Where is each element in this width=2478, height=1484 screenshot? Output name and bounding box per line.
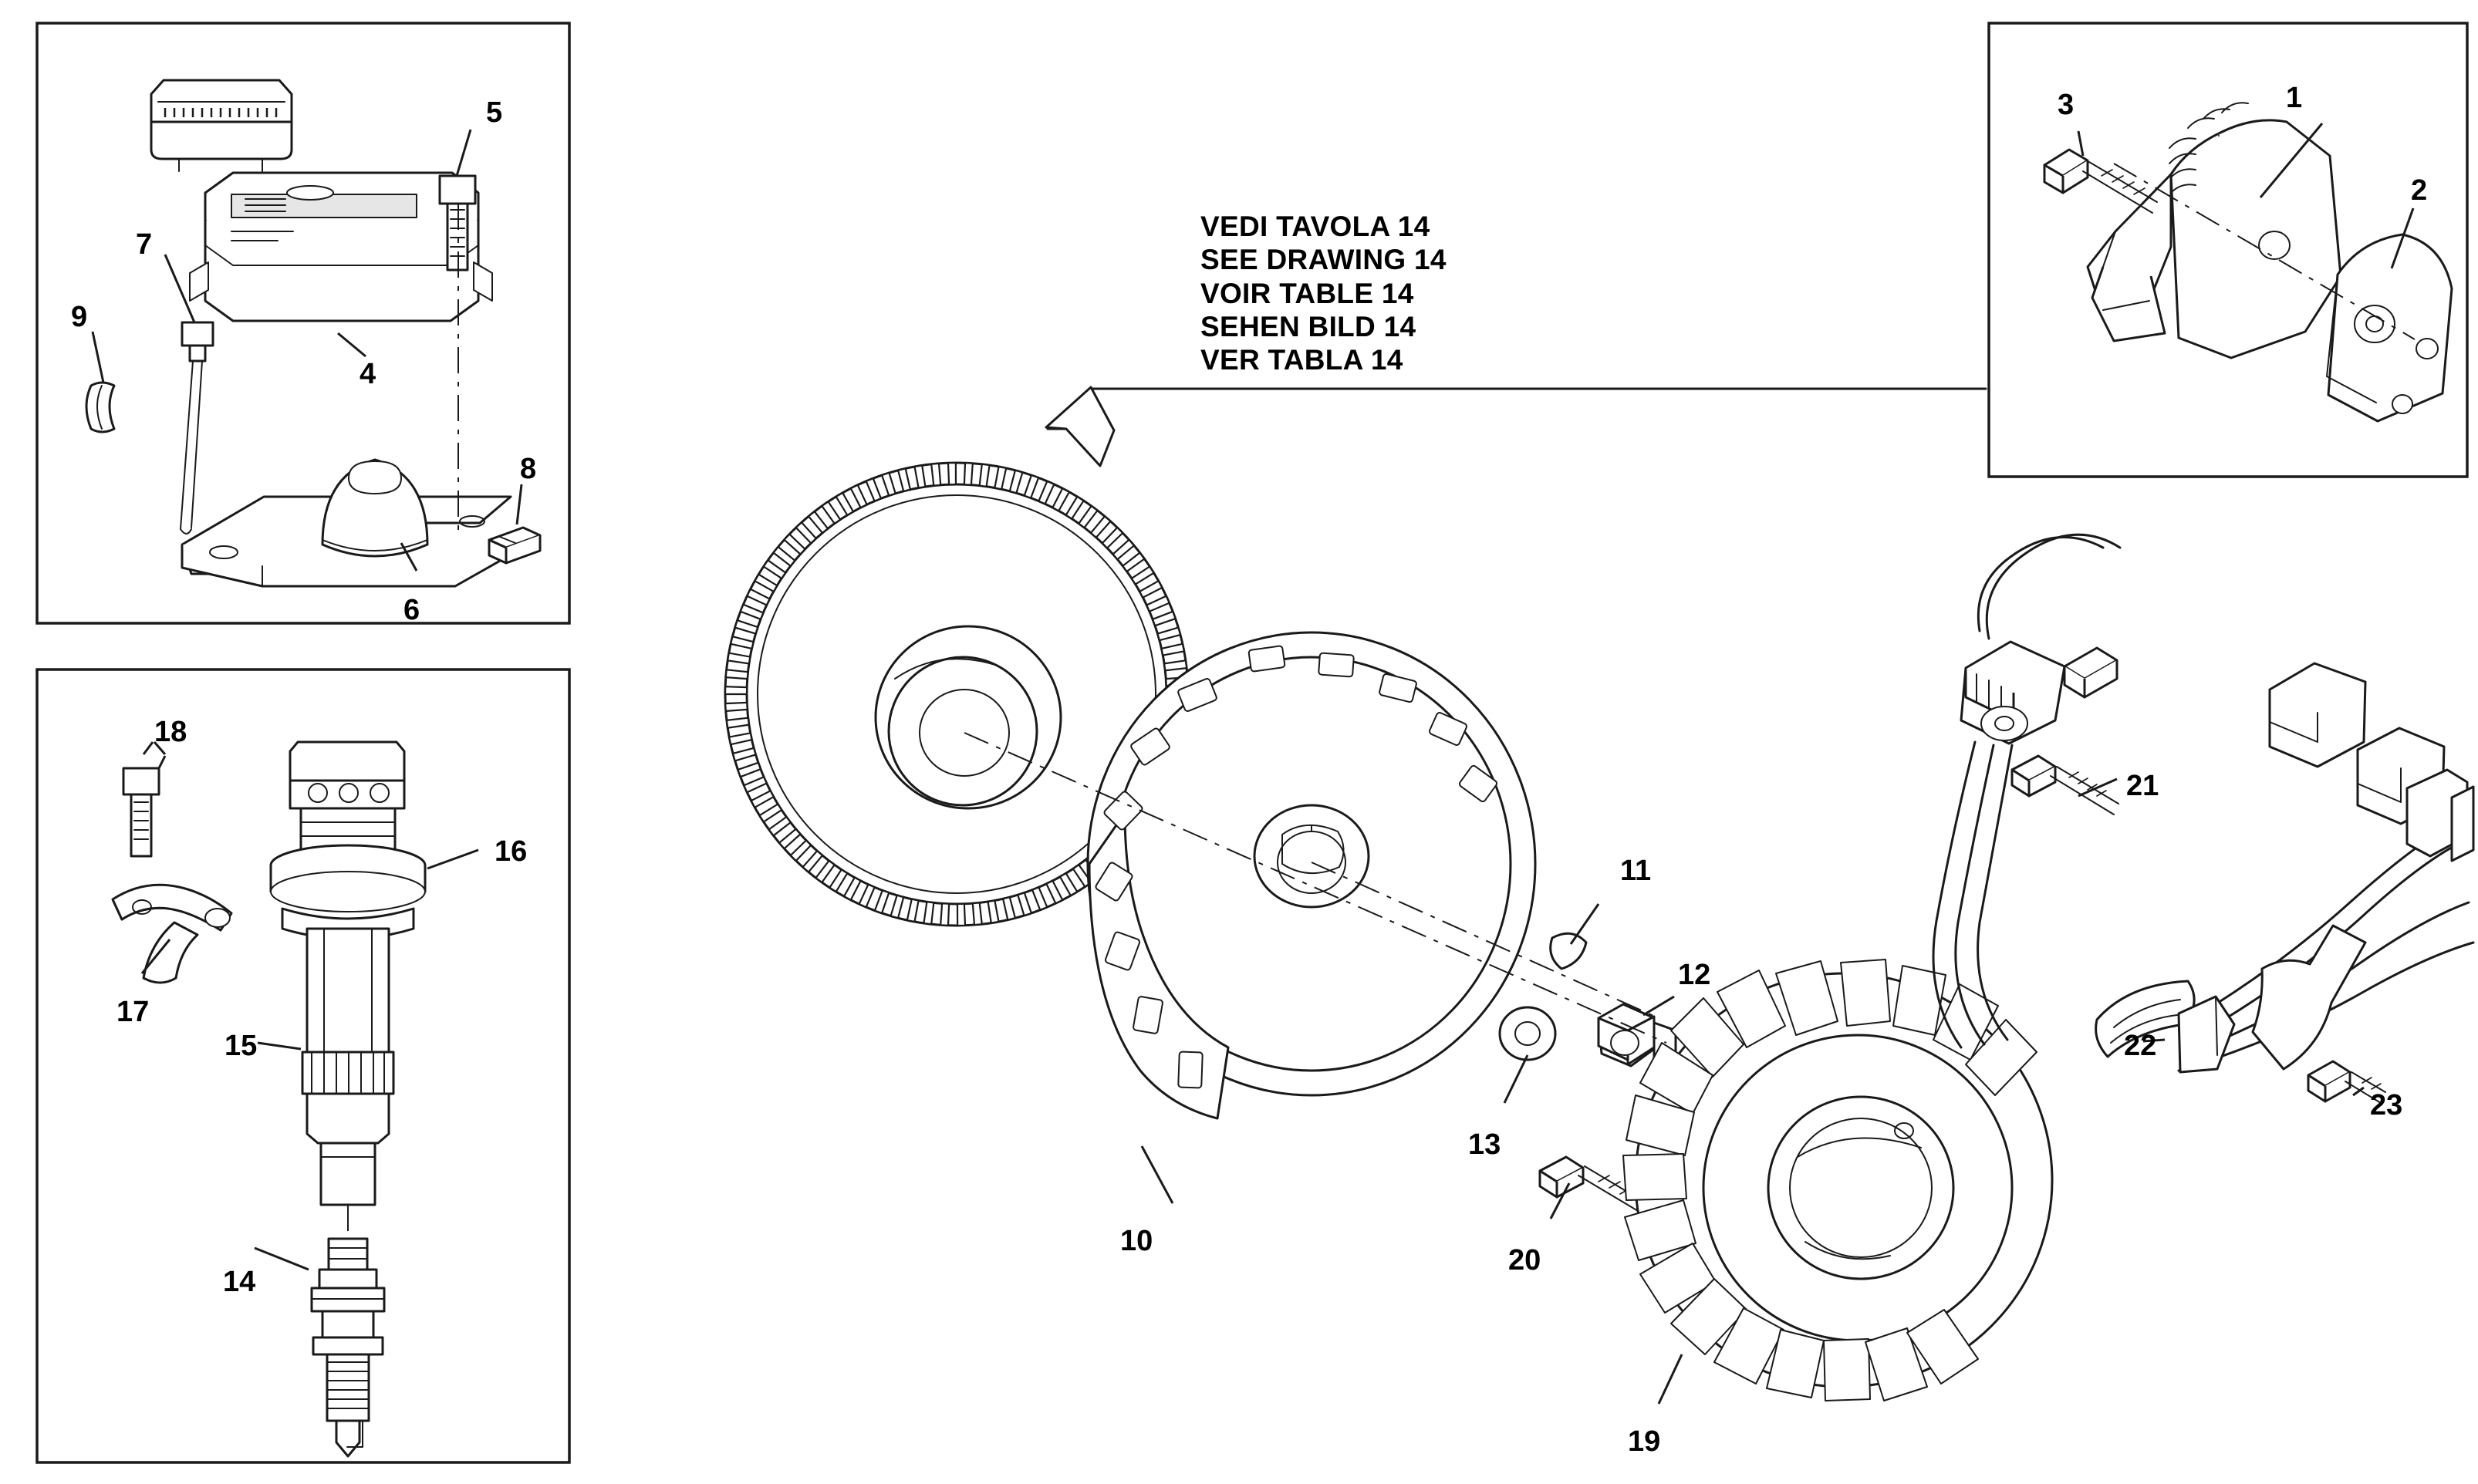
callout-2: 2 bbox=[2411, 174, 2428, 207]
ignition-coil-assembly bbox=[113, 742, 478, 1456]
flywheel-rotor bbox=[1088, 632, 1535, 1118]
note-line-it: VEDI TAVOLA 14 bbox=[1200, 211, 1430, 242]
callout-8: 8 bbox=[520, 453, 537, 485]
note-line-fr: VOIR TABLE 14 bbox=[1200, 277, 1414, 309]
callout-12: 12 bbox=[1678, 959, 1711, 991]
callout-18: 18 bbox=[154, 716, 187, 748]
callout-5: 5 bbox=[486, 96, 503, 129]
callout-11: 11 bbox=[1620, 855, 1652, 887]
see-drawing-note bbox=[1200, 210, 1447, 376]
callout-1: 1 bbox=[2286, 82, 2303, 114]
callout-6: 6 bbox=[403, 594, 420, 626]
callout-20: 20 bbox=[1508, 1244, 1541, 1277]
callout-9: 9 bbox=[71, 301, 88, 333]
callout-14: 14 bbox=[223, 1266, 256, 1298]
flywheel-assembly bbox=[725, 387, 2052, 1404]
note-line-de: SEHEN BILD 14 bbox=[1200, 310, 1416, 342]
ecu-assembly bbox=[86, 80, 540, 586]
callout-19: 19 bbox=[1628, 1425, 1661, 1458]
callout-13: 13 bbox=[1468, 1128, 1501, 1161]
callout-16: 16 bbox=[495, 835, 528, 868]
callout-7: 7 bbox=[136, 228, 153, 261]
callout-17: 17 bbox=[116, 996, 150, 1028]
callout-10: 10 bbox=[1120, 1225, 1153, 1257]
callout-3: 3 bbox=[2058, 89, 2075, 121]
regulator-assembly bbox=[2044, 103, 2452, 421]
note-line-en: SEE DRAWING 14 bbox=[1200, 244, 1447, 276]
callout-15: 15 bbox=[225, 1030, 258, 1062]
callout-4: 4 bbox=[360, 358, 376, 390]
callout-22: 22 bbox=[2124, 1030, 2157, 1062]
stator bbox=[1623, 960, 2052, 1401]
wiring-harness bbox=[1933, 535, 2473, 1103]
callout-21: 21 bbox=[2126, 770, 2159, 802]
callout-23: 23 bbox=[2370, 1089, 2403, 1121]
note-line-es: VER TABLA 14 bbox=[1200, 344, 1403, 376]
